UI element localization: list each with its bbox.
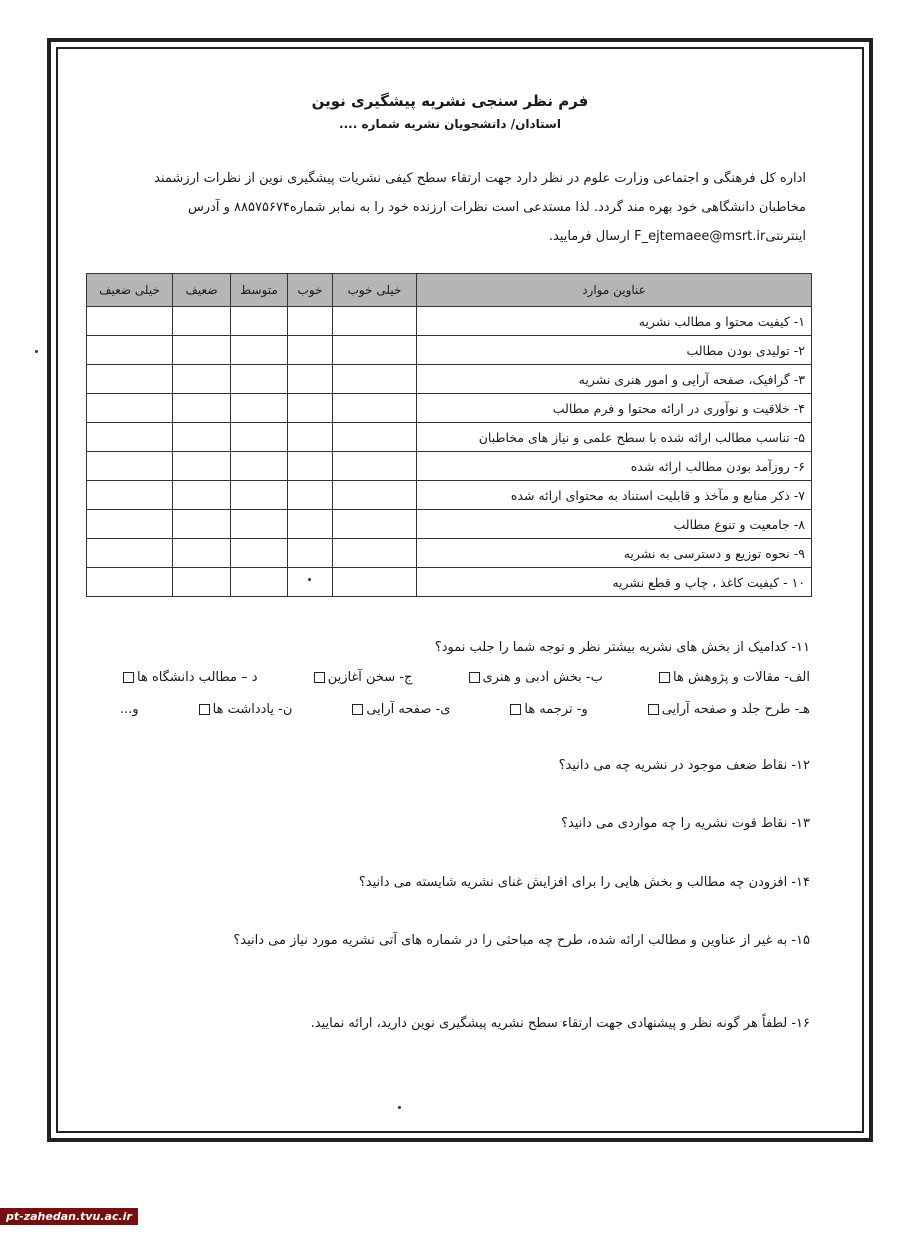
table-row	[87, 568, 812, 597]
rating-cell[interactable]	[333, 452, 417, 481]
rating-cell[interactable]	[231, 336, 288, 365]
rating-cell[interactable]	[173, 481, 231, 510]
row-item-label: ۱- کیفیت محتوا و مطالب نشریه	[417, 307, 812, 336]
rating-cell[interactable]	[288, 510, 333, 539]
rating-cell[interactable]	[231, 307, 288, 336]
rating-cell[interactable]	[333, 423, 417, 452]
intro-line-2: مخاطبان دانشگاهی خود بهره مند گردد. لذا مستدعی است نظرات ارزنده خود را به نمابر شماره۸۸۵۷۵۶۷۴ و آدرس	[187, 200, 806, 215]
rating-cell[interactable]	[288, 481, 333, 510]
rating-cell[interactable]	[333, 307, 417, 336]
rating-cell[interactable]	[87, 394, 173, 423]
intro-line-3: اینترنتیF_ejtemaee@msrt.ir ارسال فرمایید.	[548, 229, 806, 244]
rating-cell[interactable]	[333, 365, 417, 394]
rating-cell[interactable]	[173, 452, 231, 481]
rating-cell[interactable]	[173, 307, 231, 336]
header-items: عناوین موارد	[417, 274, 812, 307]
intro-paragraph	[90, 164, 806, 251]
table-row	[87, 539, 812, 568]
rating-cell[interactable]	[231, 365, 288, 394]
table-header-row	[87, 274, 812, 307]
rating-cell[interactable]	[173, 510, 231, 539]
row-item-label: ۵- تناسب مطالب ارائه شده با سطح علمی و نیاز های مخاطبان	[417, 423, 812, 452]
rating-cell[interactable]	[288, 423, 333, 452]
question-12: ۱۲- نقاط ضعف موجود در نشریه چه می دانید؟	[558, 758, 810, 773]
question-11: ۱۱- کدامیک از بخش های نشریه بیشتر نظر و توجه شما را جلب نمود؟	[434, 640, 810, 655]
scan-speck	[398, 1106, 401, 1109]
q11-options-row-1	[120, 670, 810, 685]
scan-speck	[308, 578, 311, 581]
header-very-good: خیلی خوب	[333, 274, 417, 307]
scan-speck	[35, 350, 38, 353]
table-row	[87, 481, 812, 510]
row-item-label: ۳- گرافیک، صفحه آرایی و امور هنری نشریه	[417, 365, 812, 394]
rating-cell[interactable]	[231, 510, 288, 539]
question-13: ۱۳- نقاط قوت نشریه را چه مواردی می دانید؟	[561, 816, 810, 831]
rating-cell[interactable]	[288, 336, 333, 365]
rating-cell[interactable]	[173, 336, 231, 365]
checkbox[interactable]	[123, 672, 134, 683]
rating-cell[interactable]	[87, 539, 173, 568]
rating-cell[interactable]	[231, 394, 288, 423]
q11-options-row-2	[120, 702, 810, 717]
table-row	[87, 394, 812, 423]
option-articles[interactable]: الف- مقالات و پژوهش ها	[656, 670, 810, 685]
checkbox[interactable]	[352, 704, 363, 715]
rating-cell[interactable]	[333, 510, 417, 539]
row-item-label: ۴- خلاقیت و نوآوری در ارائه محتوا و فرم مطالب	[417, 394, 812, 423]
header-very-weak: خیلی ضعیف	[87, 274, 173, 307]
intro-line-1: اداره کل فرهنگی و اجتماعی وزارت علوم در نظر دارد جهت ارتقاء سطح کیفی نشریات پیشگیری نوین از نظرات ارزشمند	[154, 171, 806, 186]
rating-cell[interactable]	[231, 568, 288, 597]
checkbox[interactable]	[314, 672, 325, 683]
rating-cell[interactable]	[87, 481, 173, 510]
rating-cell[interactable]	[231, 481, 288, 510]
checkbox[interactable]	[648, 704, 659, 715]
option-etc: و...	[120, 702, 139, 717]
rating-cell[interactable]	[333, 481, 417, 510]
rating-cell[interactable]	[173, 365, 231, 394]
table-row	[87, 510, 812, 539]
rating-cell[interactable]	[87, 452, 173, 481]
row-item-label: ۲- تولیدی بودن مطالب	[417, 336, 812, 365]
row-item-label: ۸- جامعیت و تنوع مطالب	[417, 510, 812, 539]
table-row	[87, 365, 812, 394]
site-watermark[interactable]: pt-zahedan.tvu.ac.ir	[0, 1208, 138, 1225]
row-item-label: ۱۰ - کیفیت کاغذ ، چاپ و قطع نشریه	[417, 568, 812, 597]
rating-cell[interactable]	[288, 539, 333, 568]
rating-cell[interactable]	[288, 394, 333, 423]
rating-cell[interactable]	[173, 423, 231, 452]
option-cover-design[interactable]: هـ- طرح جلد و صفحه آرایی	[645, 702, 810, 717]
rating-cell[interactable]	[288, 365, 333, 394]
rating-cell[interactable]	[231, 423, 288, 452]
question-15: ۱۵- به غیر از عناوین و مطالب ارائه شده، طرح چه مباحثی را در شماره های آتی نشریه مورد نیاز می دانید؟	[233, 933, 810, 948]
option-editorial[interactable]: ج- سخن آغازین	[311, 670, 413, 685]
rating-cell[interactable]	[288, 452, 333, 481]
checkbox[interactable]	[199, 704, 210, 715]
option-notes[interactable]: ن- یادداشت ها	[196, 702, 293, 717]
row-item-label: ۹- نحوه توزیع و دسترسی به نشریه	[417, 539, 812, 568]
rating-cell[interactable]	[173, 568, 231, 597]
option-university-news[interactable]: د – مطالب دانشگاه ها	[120, 670, 258, 685]
form-title: فرم نظر سنجی نشریه پیشگیری نوین	[311, 92, 589, 110]
rating-cell[interactable]	[87, 510, 173, 539]
form-subtitle: استادان/ دانشجویان نشریه شماره ....	[339, 117, 561, 131]
checkbox[interactable]	[469, 672, 480, 683]
rating-cell[interactable]	[231, 452, 288, 481]
rating-table	[86, 273, 812, 597]
rating-cell[interactable]	[87, 365, 173, 394]
option-literary[interactable]: ب- بخش ادبی و هنری	[466, 670, 603, 685]
rating-cell[interactable]	[333, 336, 417, 365]
rating-cell[interactable]	[333, 539, 417, 568]
option-layout[interactable]: ی- صفحه آرایی	[349, 702, 450, 717]
rating-cell[interactable]	[333, 568, 417, 597]
table-row	[87, 423, 812, 452]
question-16: ۱۶- لطفاً هر گونه نظر و پیشنهادی جهت ارتقاء سطح نشریه پیشگیری نوین دارید، ارائه نمایید.	[310, 1016, 810, 1031]
question-14: ۱۴- افزودن چه مطالب و بخش هایی را برای افزایش غنای نشریه شایسته می دانید؟	[358, 875, 810, 890]
checkbox[interactable]	[510, 704, 521, 715]
rating-cell[interactable]	[87, 423, 173, 452]
rating-cell[interactable]	[173, 539, 231, 568]
rating-cell[interactable]	[288, 568, 333, 597]
table-row	[87, 307, 812, 336]
rating-cell[interactable]	[288, 307, 333, 336]
rating-cell[interactable]	[231, 539, 288, 568]
rating-cell[interactable]	[333, 394, 417, 423]
row-item-label: ۶- روزآمد بودن مطالب ارائه شده	[417, 452, 812, 481]
checkbox[interactable]	[659, 672, 670, 683]
rating-cell[interactable]	[173, 394, 231, 423]
rating-cell[interactable]	[87, 307, 173, 336]
header-weak: ضعیف	[173, 274, 231, 307]
rating-cell[interactable]	[87, 336, 173, 365]
rating-cell[interactable]	[87, 568, 173, 597]
table-row	[87, 452, 812, 481]
option-translations[interactable]: و- ترجمه ها	[507, 702, 587, 717]
row-item-label: ۷- ذکر منابع و مآخذ و قابلیت استناد به محتوای ارائه شده	[417, 481, 812, 510]
header-good: خوب	[288, 274, 333, 307]
header-average: متوسط	[231, 274, 288, 307]
table-row	[87, 336, 812, 365]
